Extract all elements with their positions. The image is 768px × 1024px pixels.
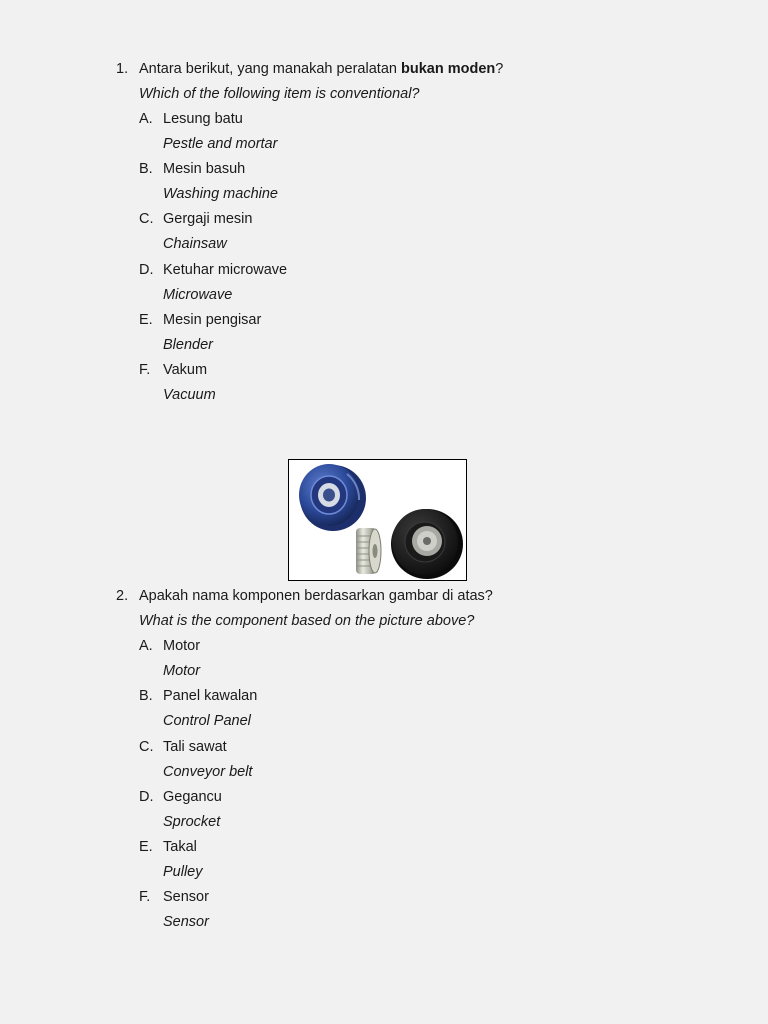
- q1-option-en: Pestle and mortar: [163, 136, 278, 152]
- q1-option-letter: F.: [139, 362, 151, 378]
- q1-option-letter: D.: [139, 262, 154, 278]
- q2-option-ms: Gegancu: [163, 789, 222, 805]
- blue-pulley: [299, 464, 366, 531]
- q1-option-en: Washing machine: [163, 186, 278, 202]
- q2-option-ms: Tali sawat: [163, 739, 227, 755]
- q2-option-letter: B.: [139, 688, 153, 704]
- q1-option-letter: B.: [139, 161, 153, 177]
- q2-option-en: Conveyor belt: [163, 764, 253, 780]
- q1-option-en: Vacuum: [163, 387, 216, 403]
- q2-option-en: Pulley: [163, 864, 203, 880]
- q2-option-letter: F.: [139, 889, 151, 905]
- q1-option-ms: Gergaji mesin: [163, 211, 253, 227]
- q2-option-letter: E.: [139, 839, 153, 855]
- q1-stem-before: Antara berikut, yang manakah peralatan: [139, 61, 401, 77]
- q1-option-en: Microwave: [163, 287, 233, 303]
- q1-stem-after: ?: [495, 61, 504, 77]
- q1-option-letter: C.: [139, 211, 154, 227]
- q1-option-en: Blender: [163, 337, 213, 353]
- q1-option-ms: Ketuhar microwave: [163, 262, 288, 278]
- q2-option-ms: Sensor: [163, 889, 209, 905]
- q2-option-letter: A.: [139, 638, 153, 654]
- q1-stem-bold: bukan moden: [400, 61, 496, 77]
- q2-option-ms: Motor: [163, 638, 201, 654]
- q2-stem-en: What is the component based on the picture above?: [139, 613, 475, 629]
- pulleys-illustration: [289, 460, 466, 580]
- q2-option-en: Control Panel: [163, 713, 251, 729]
- q2-number: 2.: [116, 588, 129, 604]
- black-pulley: [391, 509, 463, 579]
- q1-option-ms: Lesung batu: [163, 111, 243, 127]
- q1-option-ms: Mesin basuh: [163, 161, 246, 177]
- q2-option-letter: C.: [139, 739, 154, 755]
- pulley-figure: [288, 459, 467, 581]
- q1-stem-en: Which of the following item is conventional?: [139, 86, 420, 102]
- q2-option-en: Motor: [163, 663, 201, 679]
- q2-option-ms: Panel kawalan: [163, 688, 258, 704]
- q1-option-en: Chainsaw: [163, 236, 227, 252]
- q1-option-ms: Mesin pengisar: [163, 312, 262, 328]
- q1-option-letter: A.: [139, 111, 153, 127]
- q1-option-letter: E.: [139, 312, 153, 328]
- q2-option-en: Sprocket: [163, 814, 221, 830]
- q2-option-letter: D.: [139, 789, 154, 805]
- q2-option-ms: Takal: [163, 839, 197, 855]
- q2-option-en: Sensor: [163, 914, 209, 930]
- q1-stem: [139, 60, 503, 78]
- silver-pulley: [356, 528, 381, 574]
- q1-option-ms: Vakum: [163, 362, 208, 378]
- q2-stem: Apakah nama komponen berdasarkan gambar di atas?: [139, 588, 493, 604]
- q1-number: 1.: [116, 61, 129, 77]
